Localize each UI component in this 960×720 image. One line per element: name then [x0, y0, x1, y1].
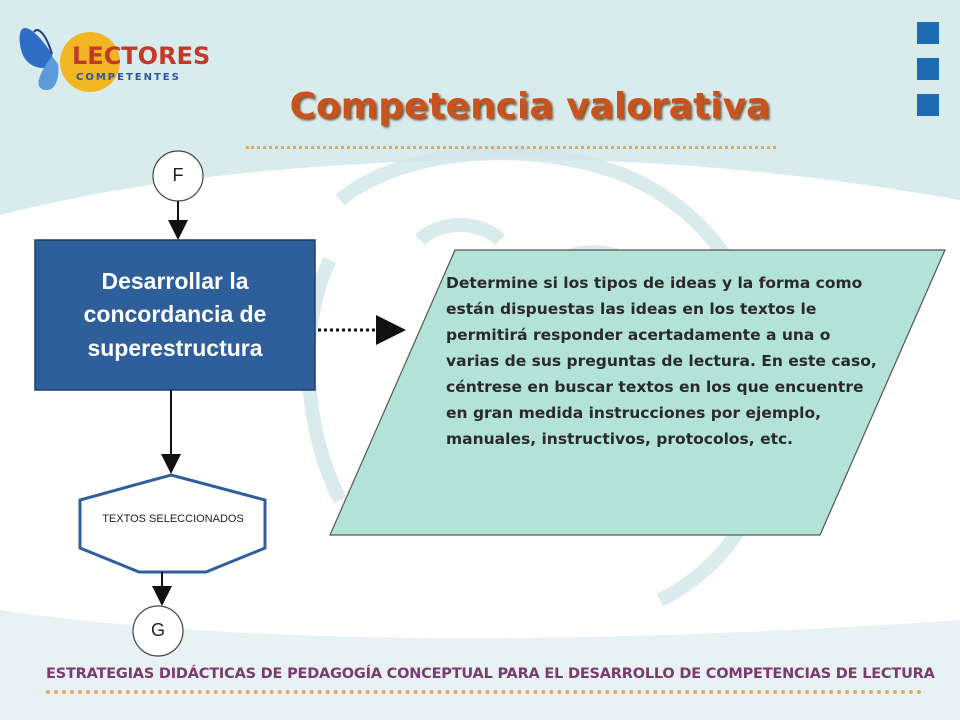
footer-dots: [46, 690, 922, 694]
page-title: Competencia valorativa: [289, 86, 771, 127]
connector-g-label: G: [150, 620, 165, 640]
logo-title: LECTORES: [72, 42, 211, 70]
connector-f-label: F: [172, 165, 184, 185]
note-text: Determine si los tipos de ideas y la forma como están dispuestas las ideas en los textos le permitirá responder acertadamente a una o varias de sus preguntas de lectura. En este caso, céntrese en buscar textos en los que encuentre en gran medida instrucciones por ejemplo, manuales, instructivos, protocolos, etc.: [446, 274, 877, 448]
output-label: TEXTOS SELECCIONADOS: [102, 513, 244, 526]
process-label: Desarrollar la concordancia de superestructura: [83, 267, 267, 361]
footer-banner: ESTRATEGIAS DIDÁCTICAS DE PEDAGOGÍA CONCEPTUAL PARA EL DESARROLLO DE COMPETENCIAS DE LECTURA: [46, 666, 935, 682]
logo-subtitle: COMPETENTES: [76, 72, 181, 83]
